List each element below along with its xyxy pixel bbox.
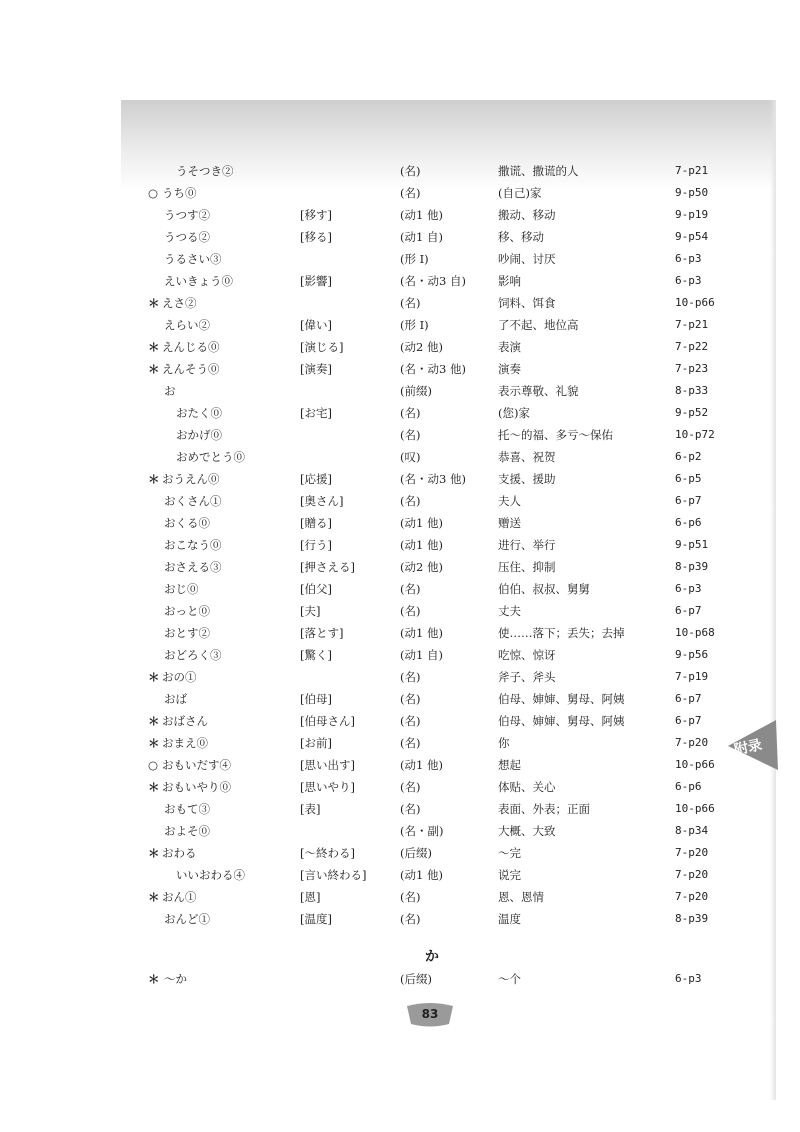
list-item xyxy=(148,292,718,314)
list-item xyxy=(148,270,718,292)
entry-part-of-speech: (名) xyxy=(400,186,421,200)
list-item xyxy=(148,380,718,402)
entry-part-of-speech: (名) xyxy=(400,890,421,904)
entry-mark: ＊ xyxy=(148,296,160,310)
list-item xyxy=(148,908,718,930)
entry-word: うつす② xyxy=(164,208,210,222)
entry-word: おくさん① xyxy=(164,494,222,508)
entry-meaning: 夫人 xyxy=(498,494,521,508)
list-item xyxy=(148,490,718,512)
entry-reference: 6-p7 xyxy=(675,604,702,617)
entry-part-of-speech: (形 I) xyxy=(400,318,429,332)
entry-meaning: 表面、外表；正面 xyxy=(498,802,590,816)
entry-kanji: [言い終わる] xyxy=(300,868,367,882)
entry-kanji: [移す] xyxy=(300,208,332,222)
page-number: 83 xyxy=(421,1007,439,1021)
vocabulary-list xyxy=(148,160,718,930)
list-item xyxy=(148,358,718,380)
entry-meaning: (您)家 xyxy=(498,406,530,420)
entry-part-of-speech: (名・动3 自) xyxy=(400,274,466,288)
entry-meaning: 恩、恩情 xyxy=(498,890,544,904)
entry-part-of-speech: (名) xyxy=(400,714,421,728)
entry-part-of-speech: (名・副) xyxy=(400,824,444,838)
entry-reference: 6-p3 xyxy=(675,274,702,287)
list-item xyxy=(148,688,718,710)
entry-kanji: [応援] xyxy=(300,472,332,486)
entry-reference: 10-p66 xyxy=(675,802,715,815)
entry-kanji: [影響] xyxy=(300,274,332,288)
list-item xyxy=(148,600,718,622)
list-item xyxy=(148,666,718,688)
entry-kanji: [伯母] xyxy=(300,692,332,706)
entry-word: おくる⓪ xyxy=(164,516,210,530)
entry-word: おまえ⓪ xyxy=(162,736,208,750)
entry-kanji: [～終わる] xyxy=(300,846,355,860)
list-item xyxy=(148,622,718,644)
entry-reference: 10-p66 xyxy=(675,296,715,309)
entry-word: おばさん xyxy=(162,714,208,728)
entry-reference: 6-p6 xyxy=(675,780,702,793)
vocabulary-list-next-section xyxy=(148,968,718,990)
entry-reference: 7-p21 xyxy=(675,164,709,177)
entry-meaning: 压住、抑制 xyxy=(498,560,556,574)
entry-reference: 7-p19 xyxy=(675,670,709,683)
entry-part-of-speech: (名) xyxy=(400,582,421,596)
entry-word: うそつき② xyxy=(176,164,234,178)
entry-word: おわる xyxy=(162,846,197,860)
entry-mark: ＊ xyxy=(148,340,160,354)
entry-part-of-speech: (名) xyxy=(400,406,421,420)
entry-reference: 6-p3 xyxy=(675,582,702,595)
entry-part-of-speech: (名) xyxy=(400,912,421,926)
entry-part-of-speech: (名) xyxy=(400,692,421,706)
entry-word: おじ⓪ xyxy=(164,582,199,596)
list-item xyxy=(148,534,718,556)
entry-meaning: ～个 xyxy=(498,972,521,986)
entry-reference: 6-p7 xyxy=(675,494,702,507)
entry-reference: 10-p66 xyxy=(675,758,715,771)
entry-word: うち⓪ xyxy=(162,186,197,200)
entry-mark: ＊ xyxy=(148,670,160,684)
section-heading: か xyxy=(425,949,439,965)
entry-kanji: [押さえる] xyxy=(300,560,355,574)
entry-part-of-speech: (形 I) xyxy=(400,252,429,266)
list-item xyxy=(148,732,718,754)
entry-kanji: [伯母さん] xyxy=(300,714,355,728)
entry-reference: 9-p51 xyxy=(675,538,709,551)
entry-part-of-speech: (名・动3 他) xyxy=(400,362,466,376)
entry-reference: 7-p20 xyxy=(675,868,709,881)
list-item xyxy=(148,226,718,248)
entry-meaning: 想起 xyxy=(498,758,521,772)
entry-word: おさえる③ xyxy=(164,560,222,574)
entry-meaning: 大概、大致 xyxy=(498,824,556,838)
entry-meaning: 支援、援助 xyxy=(498,472,556,486)
entry-meaning: 搬动、移动 xyxy=(498,208,556,222)
entry-word: うるさい③ xyxy=(164,252,222,266)
entry-part-of-speech: (动1 他) xyxy=(400,626,443,640)
list-item xyxy=(148,446,718,468)
entry-part-of-speech: (叹) xyxy=(400,450,421,464)
entry-reference: 7-p20 xyxy=(675,736,709,749)
entry-meaning: 斧子、斧头 xyxy=(498,670,556,684)
list-item xyxy=(148,182,718,204)
entry-kanji: [伯父] xyxy=(300,582,332,596)
entry-kanji: [お前] xyxy=(300,736,332,750)
entry-word: おの① xyxy=(162,670,197,684)
entry-word: おもいだす④ xyxy=(162,758,231,772)
entry-part-of-speech: (动1 他) xyxy=(400,538,443,552)
entry-kanji: [演じる] xyxy=(300,340,344,354)
entry-kanji: [奥さん] xyxy=(300,494,344,508)
list-item xyxy=(148,556,718,578)
side-tab-label: 附录 xyxy=(732,737,764,759)
entry-word: おこなう⓪ xyxy=(164,538,222,552)
entry-kanji: [お宅] xyxy=(300,406,332,420)
entry-kanji: [思いやり] xyxy=(300,780,355,794)
entry-reference: 8-p39 xyxy=(675,560,709,573)
entry-meaning: 伯伯、叔叔、舅舅 xyxy=(498,582,590,596)
entry-part-of-speech: (名) xyxy=(400,494,421,508)
entry-reference: 6-p5 xyxy=(675,472,702,485)
entry-mark: ＊ xyxy=(148,780,160,794)
entry-meaning: 表演 xyxy=(498,340,521,354)
entry-mark: ○ xyxy=(148,758,159,772)
entry-part-of-speech: (名) xyxy=(400,736,421,750)
entry-word: ～か xyxy=(164,972,187,986)
entry-meaning: 撒谎、撒谎的人 xyxy=(498,164,579,178)
entry-reference: 6-p2 xyxy=(675,450,702,463)
entry-word: おんど① xyxy=(164,912,210,926)
entry-kanji: [思い出す] xyxy=(300,758,355,772)
entry-mark: ＊ xyxy=(148,890,160,904)
entry-meaning: 饲料、饵食 xyxy=(498,296,556,310)
page-edge-shadow xyxy=(770,100,776,1100)
entry-reference: 6-p7 xyxy=(675,692,702,705)
entry-word: いいおわる④ xyxy=(176,868,245,882)
entry-word: おっと⓪ xyxy=(164,604,210,618)
entry-kanji: [贈る] xyxy=(300,516,332,530)
entry-word: おめでとう⓪ xyxy=(176,450,245,464)
entry-kanji: [夫] xyxy=(300,604,321,618)
entry-part-of-speech: (名) xyxy=(400,670,421,684)
entry-part-of-speech: (后缀) xyxy=(400,972,432,986)
entry-part-of-speech: (动1 他) xyxy=(400,208,443,222)
entry-kanji: [行う] xyxy=(300,538,332,552)
entry-part-of-speech: (动1 他) xyxy=(400,516,443,530)
list-item xyxy=(148,710,718,732)
entry-meaning: 体贴、关心 xyxy=(498,780,556,794)
entry-part-of-speech: (名) xyxy=(400,780,421,794)
entry-part-of-speech: (名) xyxy=(400,802,421,816)
entry-word: おどろく③ xyxy=(164,648,222,662)
entry-meaning: 伯母、婶婶、舅母、阿姨 xyxy=(498,714,625,728)
entry-part-of-speech: (名・动3 他) xyxy=(400,472,466,486)
list-item xyxy=(148,204,718,226)
entry-reference: 9-p19 xyxy=(675,208,709,221)
entry-meaning: 你 xyxy=(498,736,510,750)
list-item xyxy=(148,864,718,886)
entry-part-of-speech: (动1 他) xyxy=(400,868,443,882)
list-item xyxy=(148,776,718,798)
list-item xyxy=(148,424,718,446)
entry-reference: 10-p72 xyxy=(675,428,715,441)
list-item xyxy=(148,798,718,820)
list-item xyxy=(148,512,718,534)
entry-reference: 9-p52 xyxy=(675,406,709,419)
list-item xyxy=(148,578,718,600)
entry-kanji: [温度] xyxy=(300,912,332,926)
entry-word: おば xyxy=(164,692,187,706)
entry-meaning: 丈夫 xyxy=(498,604,521,618)
entry-word: お xyxy=(164,384,176,398)
entry-part-of-speech: (名) xyxy=(400,296,421,310)
entry-kanji: [演奏] xyxy=(300,362,332,376)
list-item xyxy=(148,820,718,842)
entry-meaning: 托～的福、多亏～保佑 xyxy=(498,428,613,442)
entry-word: およそ⓪ xyxy=(164,824,210,838)
list-item xyxy=(148,842,718,864)
list-item xyxy=(148,160,718,182)
entry-word: おとす② xyxy=(164,626,210,640)
entry-reference: 6-p3 xyxy=(675,972,702,985)
list-item xyxy=(148,968,718,990)
entry-word: えらい② xyxy=(164,318,210,332)
entry-word: えいきょう⓪ xyxy=(164,274,233,288)
entry-mark: ＊ xyxy=(148,736,160,750)
entry-kanji: [驚く] xyxy=(300,648,332,662)
entry-part-of-speech: (动1 他) xyxy=(400,758,443,772)
entry-mark: ＊ xyxy=(148,362,160,376)
entry-part-of-speech: (动1 自) xyxy=(400,648,443,662)
entry-reference: 7-p22 xyxy=(675,340,709,353)
entry-meaning: 进行、举行 xyxy=(498,538,556,552)
list-item xyxy=(148,248,718,270)
entry-part-of-speech: (名) xyxy=(400,164,421,178)
entry-kanji: [恩] xyxy=(300,890,321,904)
entry-part-of-speech: (动2 他) xyxy=(400,340,443,354)
entry-meaning: ～完 xyxy=(498,846,521,860)
entry-reference: 9-p56 xyxy=(675,648,709,661)
entry-meaning: 说完 xyxy=(498,868,521,882)
entry-meaning: 演奏 xyxy=(498,362,521,376)
entry-mark: ＊ xyxy=(148,972,160,986)
entry-kanji: [表] xyxy=(300,802,321,816)
entry-word: えんそう⓪ xyxy=(162,362,220,376)
entry-word: おたく⓪ xyxy=(176,406,222,420)
entry-part-of-speech: (前缀) xyxy=(400,384,432,398)
entry-part-of-speech: (动1 自) xyxy=(400,230,443,244)
entry-word: おもいやり⓪ xyxy=(162,780,231,794)
entry-reference: 8-p34 xyxy=(675,824,709,837)
entry-meaning: 伯母、婶婶、舅母、阿姨 xyxy=(498,692,625,706)
entry-part-of-speech: (动2 他) xyxy=(400,560,443,574)
entry-reference: 8-p33 xyxy=(675,384,709,397)
list-item xyxy=(148,314,718,336)
entry-reference: 9-p50 xyxy=(675,186,709,199)
entry-reference: 7-p23 xyxy=(675,362,709,375)
entry-meaning: 影响 xyxy=(498,274,521,288)
entry-meaning: 吃惊、惊讶 xyxy=(498,648,556,662)
entry-mark: ＊ xyxy=(148,846,160,860)
entry-word: おん① xyxy=(162,890,197,904)
list-item xyxy=(148,402,718,424)
entry-word: おうえん⓪ xyxy=(162,472,220,486)
entry-word: えさ② xyxy=(162,296,197,310)
page-number-badge xyxy=(405,1003,455,1027)
entry-mark: ＊ xyxy=(148,472,160,486)
appendix-side-tab xyxy=(726,718,780,772)
entry-meaning: 吵闹、讨厌 xyxy=(498,252,556,266)
entry-word: おもて③ xyxy=(164,802,210,816)
entry-kanji: [偉い] xyxy=(300,318,332,332)
entry-meaning: 温度 xyxy=(498,912,521,926)
entry-part-of-speech: (名) xyxy=(400,428,421,442)
list-item xyxy=(148,644,718,666)
entry-kanji: [移る] xyxy=(300,230,332,244)
entry-meaning: 移、移动 xyxy=(498,230,544,244)
entry-reference: 10-p68 xyxy=(675,626,715,639)
entry-meaning: 了不起、地位高 xyxy=(498,318,579,332)
entry-word: おかげ⓪ xyxy=(176,428,222,442)
entry-reference: 8-p39 xyxy=(675,912,709,925)
entry-meaning: 恭喜、祝贺 xyxy=(498,450,556,464)
entry-mark: ○ xyxy=(148,186,159,200)
entry-mark: ＊ xyxy=(148,714,160,728)
list-item xyxy=(148,754,718,776)
entry-reference: 6-p7 xyxy=(675,714,702,727)
list-item xyxy=(148,336,718,358)
entry-meaning: 使……落下；丢失；去掉 xyxy=(498,626,625,640)
list-item xyxy=(148,886,718,908)
list-item xyxy=(148,468,718,490)
entry-word: えんじる⓪ xyxy=(162,340,220,354)
entry-reference: 7-p20 xyxy=(675,890,709,903)
entry-reference: 7-p20 xyxy=(675,846,709,859)
entry-part-of-speech: (后缀) xyxy=(400,846,432,860)
entry-meaning: (自己)家 xyxy=(498,186,542,200)
entry-meaning: 赠送 xyxy=(498,516,521,530)
entry-kanji: [落とす] xyxy=(300,626,344,640)
entry-reference: 6-p3 xyxy=(675,252,702,265)
entry-part-of-speech: (名) xyxy=(400,604,421,618)
entry-reference: 6-p6 xyxy=(675,516,702,529)
entry-reference: 7-p21 xyxy=(675,318,709,331)
entry-meaning: 表示尊敬、礼貌 xyxy=(498,384,579,398)
entry-reference: 9-p54 xyxy=(675,230,709,243)
entry-word: うつる② xyxy=(164,230,210,244)
